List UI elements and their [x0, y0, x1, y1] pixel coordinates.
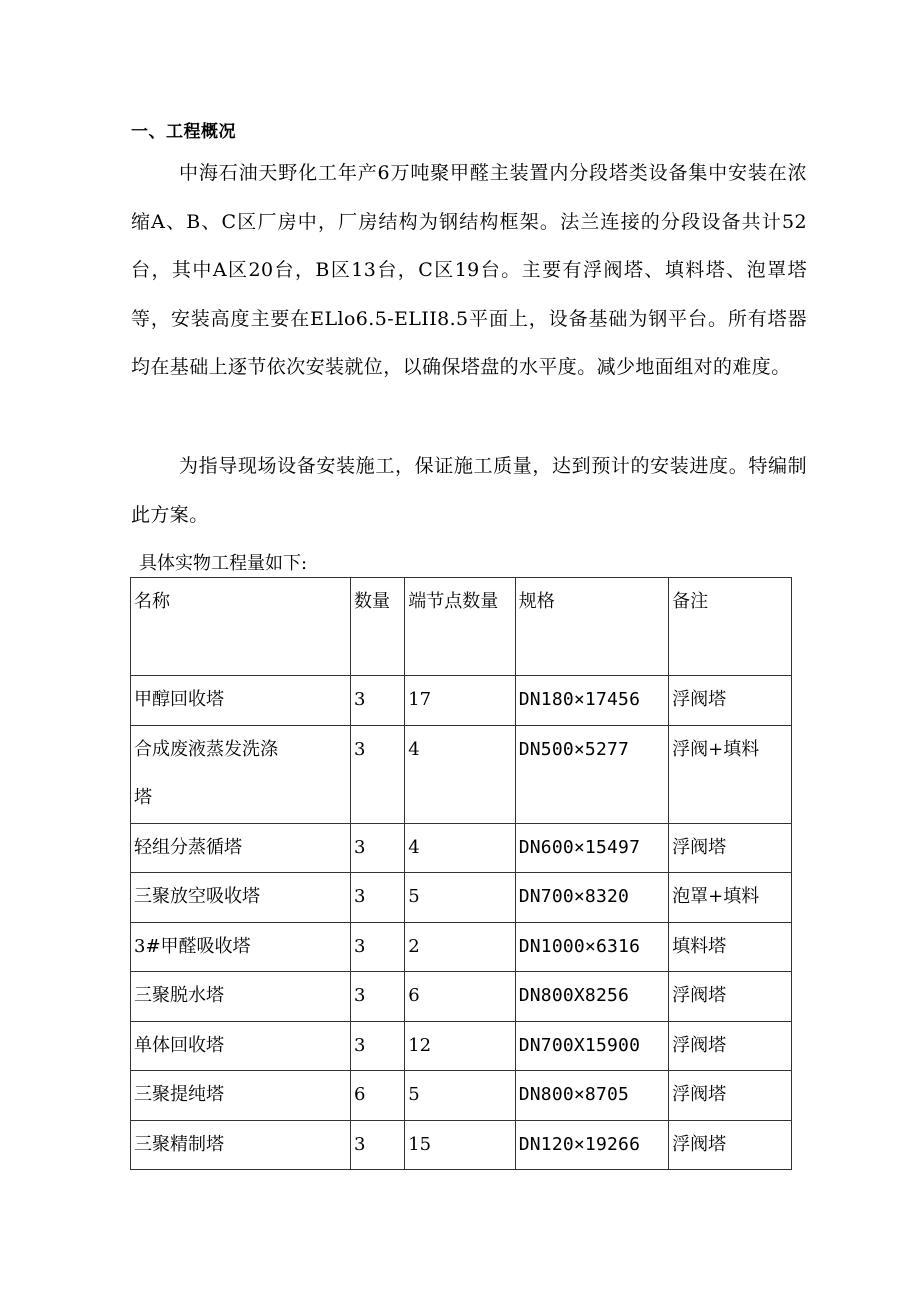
cell-spec: DN700X15900 [515, 1021, 668, 1071]
cell-name: 三聚提纯塔 [131, 1071, 351, 1121]
cell-spec: DN500×5277 [515, 725, 668, 823]
cell-spec: DN1000×6316 [515, 922, 668, 972]
cell-end-nodes: 6 [405, 972, 516, 1022]
table-row [131, 1021, 792, 1071]
cell-spec: DN120×19266 [515, 1120, 668, 1170]
cell-spec: DN800X8256 [515, 972, 668, 1022]
cell-name: 3#甲醛吸收塔 [131, 922, 351, 972]
table-row [131, 823, 792, 873]
cell-end-nodes: 17 [405, 676, 516, 726]
cell-spec: DN180×17456 [515, 676, 668, 726]
cell-spec: DN800×8705 [515, 1071, 668, 1121]
cell-end-nodes: 2 [405, 922, 516, 972]
overview-paragraph: 中海石油天野化工年产6万吨聚甲醛主装置内分段塔类设备集中安装在浓缩A、B、C区厂房中，厂房结构为钢结构框架。法兰连接的分段设备共计52台，其中A区20台，B区13台，C区19台。主要有浮阀塔、填料塔、泡罩塔等，安装高度主要在ELlo6.5-ELII8.5平面上，设备基础为钢平台。所有塔器均在基础上逐节依次安装就位，以确保塔盘的水平度。减少地面组对的难度。 [131, 162, 807, 378]
header-name: 名称 [131, 578, 351, 676]
header-spec: 规格 [515, 578, 668, 676]
cell-quantity: 3 [350, 676, 404, 726]
cell-name: 三聚脱水塔 [131, 972, 351, 1022]
cell-remark: 浮阀塔 [669, 1071, 792, 1121]
cell-remark: 浮阀塔 [669, 972, 792, 1022]
table-row [131, 1071, 792, 1121]
cell-remark: 泡罩+填料 [669, 873, 792, 923]
cell-name: 三聚放空吸收塔 [131, 873, 351, 923]
cell-remark: 填料塔 [669, 922, 792, 972]
cell-remark: 浮阀+填料 [669, 725, 792, 823]
table-row [131, 922, 792, 972]
cell-end-nodes: 5 [405, 873, 516, 923]
purpose-paragraph: 为指导现场设备安装施工，保证施工质量，达到预计的安装进度。特编制此方案。 [131, 455, 807, 526]
table-header-row [131, 578, 792, 676]
table-row [131, 972, 792, 1022]
table-row [131, 1120, 792, 1170]
cell-remark: 浮阀塔 [669, 676, 792, 726]
cell-quantity: 3 [350, 1021, 404, 1071]
cell-quantity: 6 [350, 1071, 404, 1121]
header-end-node-count: 端节点数量 [405, 578, 516, 676]
cell-quantity: 3 [350, 972, 404, 1022]
section-heading: 一、工程概况 [131, 122, 236, 142]
cell-remark: 浮阀塔 [669, 1021, 792, 1071]
table-row [131, 725, 792, 823]
cell-end-nodes: 12 [405, 1021, 516, 1071]
header-remark: 备注 [669, 578, 792, 676]
cell-spec: DN600×15497 [515, 823, 668, 873]
cell-spec: DN700×8320 [515, 873, 668, 923]
cell-name: 轻组分蒸循塔 [131, 823, 351, 873]
cell-end-nodes: 4 [405, 725, 516, 823]
quantity-table [130, 577, 792, 1170]
cell-remark: 浮阀塔 [669, 1120, 792, 1170]
cell-name: 合成废液蒸发洗涤塔 [131, 725, 351, 823]
table-row [131, 873, 792, 923]
header-quantity: 数量 [350, 578, 404, 676]
cell-quantity: 3 [350, 1120, 404, 1170]
cell-remark: 浮阀塔 [669, 823, 792, 873]
table-caption: 具体实物工程量如下: [139, 553, 308, 574]
cell-quantity: 3 [350, 873, 404, 923]
cell-end-nodes: 15 [405, 1120, 516, 1170]
cell-quantity: 3 [350, 725, 404, 823]
cell-quantity: 3 [350, 823, 404, 873]
cell-end-nodes: 5 [405, 1071, 516, 1121]
cell-name: 三聚精制塔 [131, 1120, 351, 1170]
cell-name: 甲醇回收塔 [131, 676, 351, 726]
cell-quantity: 3 [350, 922, 404, 972]
cell-end-nodes: 4 [405, 823, 516, 873]
cell-name: 单体回收塔 [131, 1021, 351, 1071]
table-row [131, 676, 792, 726]
